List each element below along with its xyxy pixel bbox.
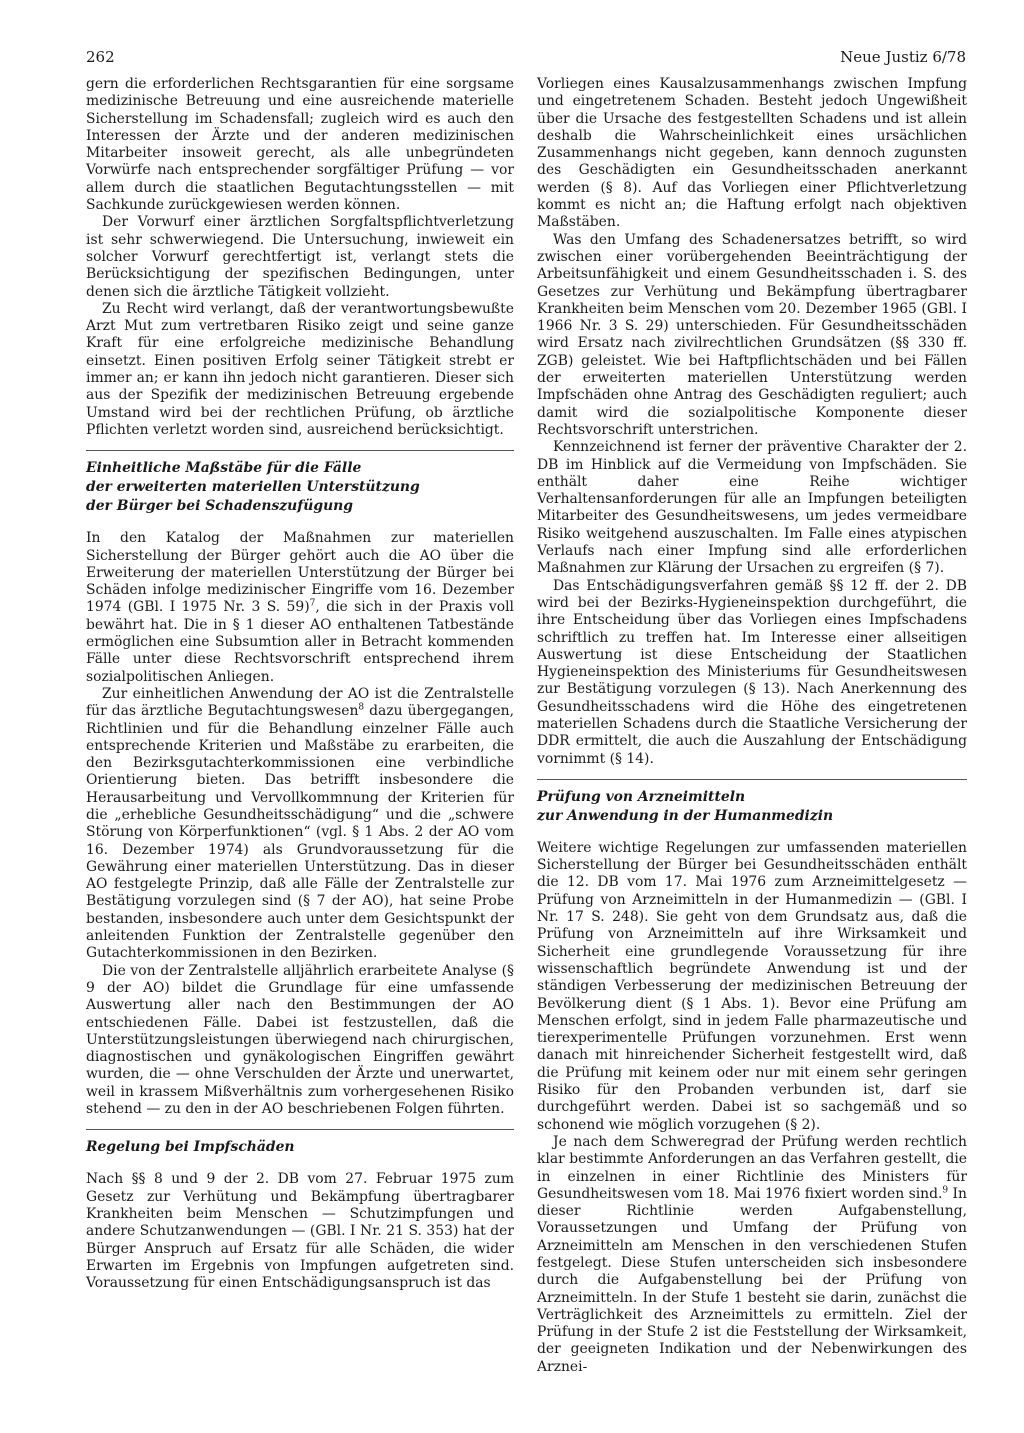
paragraph — [86, 530, 514, 686]
heading-line: Einheitliche Maßstäbe für die Fälle — [86, 460, 362, 477]
left-column — [86, 76, 514, 1292]
right-column — [537, 76, 967, 1376]
paragraph: Weitere wichtige Regelungen zur umfassenden materiellen Sicherstellung der Bürger bei Gesundheitsschäden enthält die 12. DB vom 17. Mai 1976 zum Arzneimittelgesetz — Prüfung von Arzneimitteln in der Humanmedizin — (GBl. I Nr. 17 S. 248). Sie geht von dem Grundsatz aus, daß die Prüfung von Arzneimitteln auf ihre Wirksamkeit und Sicherheit eine grundlegende Voraussetzung für ihre wissenschaftlich begründete Anwendung ist und der ständigen Verbesserung der medizinischen Betreuung der Bevölkerung dient (§ 1 Abs. 1). Bevor eine Prüfung am Menschen erfolgt, sind in jedem Falle pharmazeutische und tierexperimentelle Prüfungen vorzunehmen. Erst wenn danach mit hinreichender Sicherheit festgestellt wird, daß die Prüfung mit keinem oder nur mit einem sehr geringen Risiko für den Probanden verbunden ist, darf sie durchgeführt werden. Dabei ist so sachgemäß und so schonend wie möglich vorzugehen (§ 2). — [537, 839, 967, 1133]
heading-line: zur Anwendung in der Humanmedizin — [537, 807, 834, 824]
text-run: dazu übergegangen, Richtlinien und für die Behandlung einzelner Fälle auch entsprechende Kriterien und Maßstäbe zu erarbeiten, die den Bezirksgutachterkommissionen eine verbindliche Orientierung bieten. Das betrifft insbesondere die Herausarbeitung und Vervollkommnung der Kriterien für die „erhebliche Gesundheitsschädigung“ und die „schwere Störung von Körperfunktionen“ (vgl. § 1 Abs. 2 der AO vom 16. Dezember 1974) als Grundvoraussetzung für die Gewährung einer materiellen Unterstützung. Das in dieser AO festgelegte Prinzip, daß alle Fälle der Zentralstelle zur Bestätigung vorzulegen sind (§ 7 der AO), hat seine Probe bestanden, insbesondere auch unter dem Gesichtspunkt der anleitenden Funktion der Zentralstelle gegenüber den Gutachterkommissionen in den Bezirken. — [86, 703, 514, 962]
paragraph: Was den Umfang des Schadenersatzes betrifft, so wird zwischen einer vorübergehenden Beeinträchtigung der Arbeitsunfähigkeit und einem Gesundheitsschaden i. S. des Gesetzes zur Verhütung und Bekämpfung übertragbarer Krankheiten beim Menschen vom 20. Dezember 1965 (GBl. I 1966 Nr. 3 S. 29) unterschieden. Für Gesundheitsschäden wird Ersatz nach zivilrechtlichen Grundsätzen (§§ 330 ff. ZGB) geleistet. Wie bei Haftpflichtschäden und bei Fällen der erweiterten materiellen Unterstützung werden Impfschäden ohne Antrag des Geschädigten reguliert; auch damit wird die sozialpolitische Komponente dieser Rechtsvorschrift unterstrichen. — [537, 231, 967, 438]
journal-issue: Neue Justiz 6/78 — [840, 48, 966, 66]
paragraph: Vorliegen eines Kausalzusammenhangs zwischen Impfung und eingetretenem Schaden. Besteht jedoch Ungewißheit über die Ursache des festgestellten Schadens und ist allein deshalb die Wahrscheinlichkeit eines ursächlichen Zusammenhangs nicht gegeben, kann dennoch zugunsten des Geschädigten ein Gesundheitsschaden anerkannt werden (§ 8). Auf das Vorliegen einer Pflichtverletzung kommt es nicht an; die Haftung erfolgt nach objektiven Maßstäben. — [537, 76, 967, 231]
section-heading — [537, 788, 967, 826]
section-divider — [86, 1129, 514, 1130]
footnote-ref: 8 — [358, 702, 365, 713]
page-number: 262 — [86, 48, 115, 66]
paragraph: Der Vorwurf einer ärztlichen Sorgfaltspflichtverletzung ist sehr schwerwiegend. Die Untersuchung, inwieweit ein solcher Vorwurf gerechtfertigt ist, verlangt stets die Berücksichtigung der spezifischen Bedingungen, unter denen sich die ärztliche Tätigkeit vollzieht. — [86, 214, 514, 300]
text-run: In den Katalog der Maßnahmen zur materiellen Sicherstellung der Bürger gehört auch die AO über die Erweiterung der materiellen Unterstützung der Bürger bei Schäden infolge medizinischer Eingriffe vom 16. Dezember 1974 (GBl. I 1975 Nr. 3 S. 59) — [86, 530, 514, 616]
paragraph: Nach §§ 8 und 9 der 2. DB vom 27. Februar 1975 zum Gesetz zur Verhütung und Bekämpfung übertragbarer Krankheiten beim Menschen — Schutzimpfungen und andere Schutzanwendungen — (GBl. I Nr. 21 S. 353) hat der Bürger Anspruch auf Ersatz für alle Schäden, die wider Erwarten im Ergebnis von Impfungen aufgetreten sind. Voraussetzung für einen Entschädigungsanspruch ist das — [86, 1171, 514, 1292]
section-divider — [537, 779, 967, 780]
section-heading — [86, 459, 514, 516]
section-divider — [86, 450, 514, 451]
footnote-ref: 9 — [942, 1185, 949, 1196]
paragraph: Die von der Zentralstelle alljährlich erarbeitete Analyse (§ 9 der AO) bildet die Grundlage für eine umfassende Auswertung aller nach den Bestimmungen der AO entschiedenen Fälle. Dabei ist festzustellen, daß die Unterstützungsleistungen überwiegend nach chirurgischen, diagnostischen und gynäkologischen Eingriffen gewährt wurden, die — ohne Verschulden der Ärzte und unerwartet, weil in krassem Mißverhältnis zum vorhergesehenen Risiko stehend — zu den in der AO beschriebenen Folgen führten. — [86, 962, 514, 1118]
heading-line: der Bürger bei Schadenszufügung — [86, 498, 353, 515]
text-run: In dieser Richtlinie werden Aufgabenstellung, Voraussetzungen und Umfang der Prüfung von Arzneimitteln am Menschen in den verschiedenen Stufen festgelegt. Diese Stufen unterscheiden sich insbesondere durch die Aufgabenstellung bei der Prüfung von Arzneimitteln. In der Stufe 1 besteht sie darin, zunächst die Verträglichkeit des Arzneimittels zu ermitteln. Ziel der Prüfung in der Stufe 2 ist die Feststellung der Wirksamkeit, der geeigneten Indikation und der Nebenwirkungen des Arznei- — [537, 1185, 967, 1375]
paragraph: Zu Recht wird verlangt, daß der verantwortungsbewußte Arzt Mut zum vertretbaren Risiko zeigt und seine ganze Kraft für eine erfolgreiche medizinische Behandlung einsetzt. Einen positiven Erfolg seiner Tätigkeit strebt er immer an; er kann ihn jedoch nicht garantieren. Dieser sich aus der Spezifik der medizinischen Betreuung ergebende Umstand wird bei der rechtlichen Prüfung, ob ärztliche Pflichten verletzt worden sind, ausreichend berücksichtigt. — [86, 300, 514, 438]
text-run: Je nach dem Schweregrad der Prüfung werden rechtlich klar bestimmte Anforderungen an das Verfahren gestellt, die in einzelnen in einer Richtlinie des Ministers für Gesundheitswesen vom 18. Mai 1976 fixiert worden sind. — [537, 1133, 967, 1202]
page-header — [86, 48, 966, 72]
paragraph: gern die erforderlichen Rechtsgarantien für eine sorgsame medizinische Betreuung und eine ausreichende materielle Sicherstellung im Schadensfall; zugleich wird es auch den Interessen der Ärzte und der anderen medizinischen Mitarbeiter insoweit gerecht, als alle unbegründeten Vorwürfe nach entsprechender sorgfältiger Prüfung — vor allem durch die staatlichen Begutachtungsstellen — mit Sachkunde zurückgewiesen werden können. — [86, 76, 514, 214]
paragraph — [537, 1134, 967, 1376]
text-run: , die sich in der Praxis voll bewährt hat. Die in § 1 dieser AO enthaltenen Tatbestände ermöglichen eine Subsumtion aller in Betracht kommenden Fälle unter diese Rechtsvorschrift entsprechend ihrem sozialpolitischen Anliegen. — [86, 599, 514, 685]
paragraph — [86, 686, 514, 963]
paragraph: Das Entschädigungsverfahren gemäß §§ 12 ff. der 2. DB wird bei der Bezirks-Hygieneinspektion durchgeführt, die ihre Entscheidung über das Vorliegen eines Impfschadens schriftlich zu treffen hat. Im Interesse einer allseitigen Auswertung ist diese Entscheidung der Staatlichen Hygieneinspektion des Ministeriums für Gesundheitswesen zur Bestätigung vorzulegen (§ 13). Nach Anerkennung des Gesundheitsschadens wird die Höhe des eingetretenen materiellen Schadens durch die Staatliche Versicherung der DDR ermittelt, die auch die Auszahlung der Entschädigung vornimmt (§ 14). — [537, 577, 967, 767]
heading-line: Prüfung von Arzneimitteln — [537, 788, 746, 805]
footnote-ref: 7 — [309, 598, 316, 609]
text-run: Zur einheitlichen Anwendung der AO ist die Zentralstelle für das ärztliche Begutachtungswesen — [86, 685, 514, 720]
heading-line: der erweiterten materiellen Unterstützung — [86, 479, 420, 496]
section-heading — [86, 1138, 514, 1157]
heading-line: Regelung bei Impfschäden — [86, 1139, 295, 1156]
paragraph: Kennzeichnend ist ferner der präventive Charakter der 2. DB im Hinblick auf die Vermeidung von Impfschäden. Sie enthält daher eine Reihe wichtiger Verhaltensanforderungen für alle an Impfungen beteiligten Mitarbeiter des Gesundheitswesens, um jedes vermeidbare Risiko weitgehend auszuschalten. Im Falle eines atypischen Verlaufs nach einer Impfung sind alle erforderlichen Maßnahmen zur Klärung der Ursachen zu ergreifen (§ 7). — [537, 439, 967, 577]
